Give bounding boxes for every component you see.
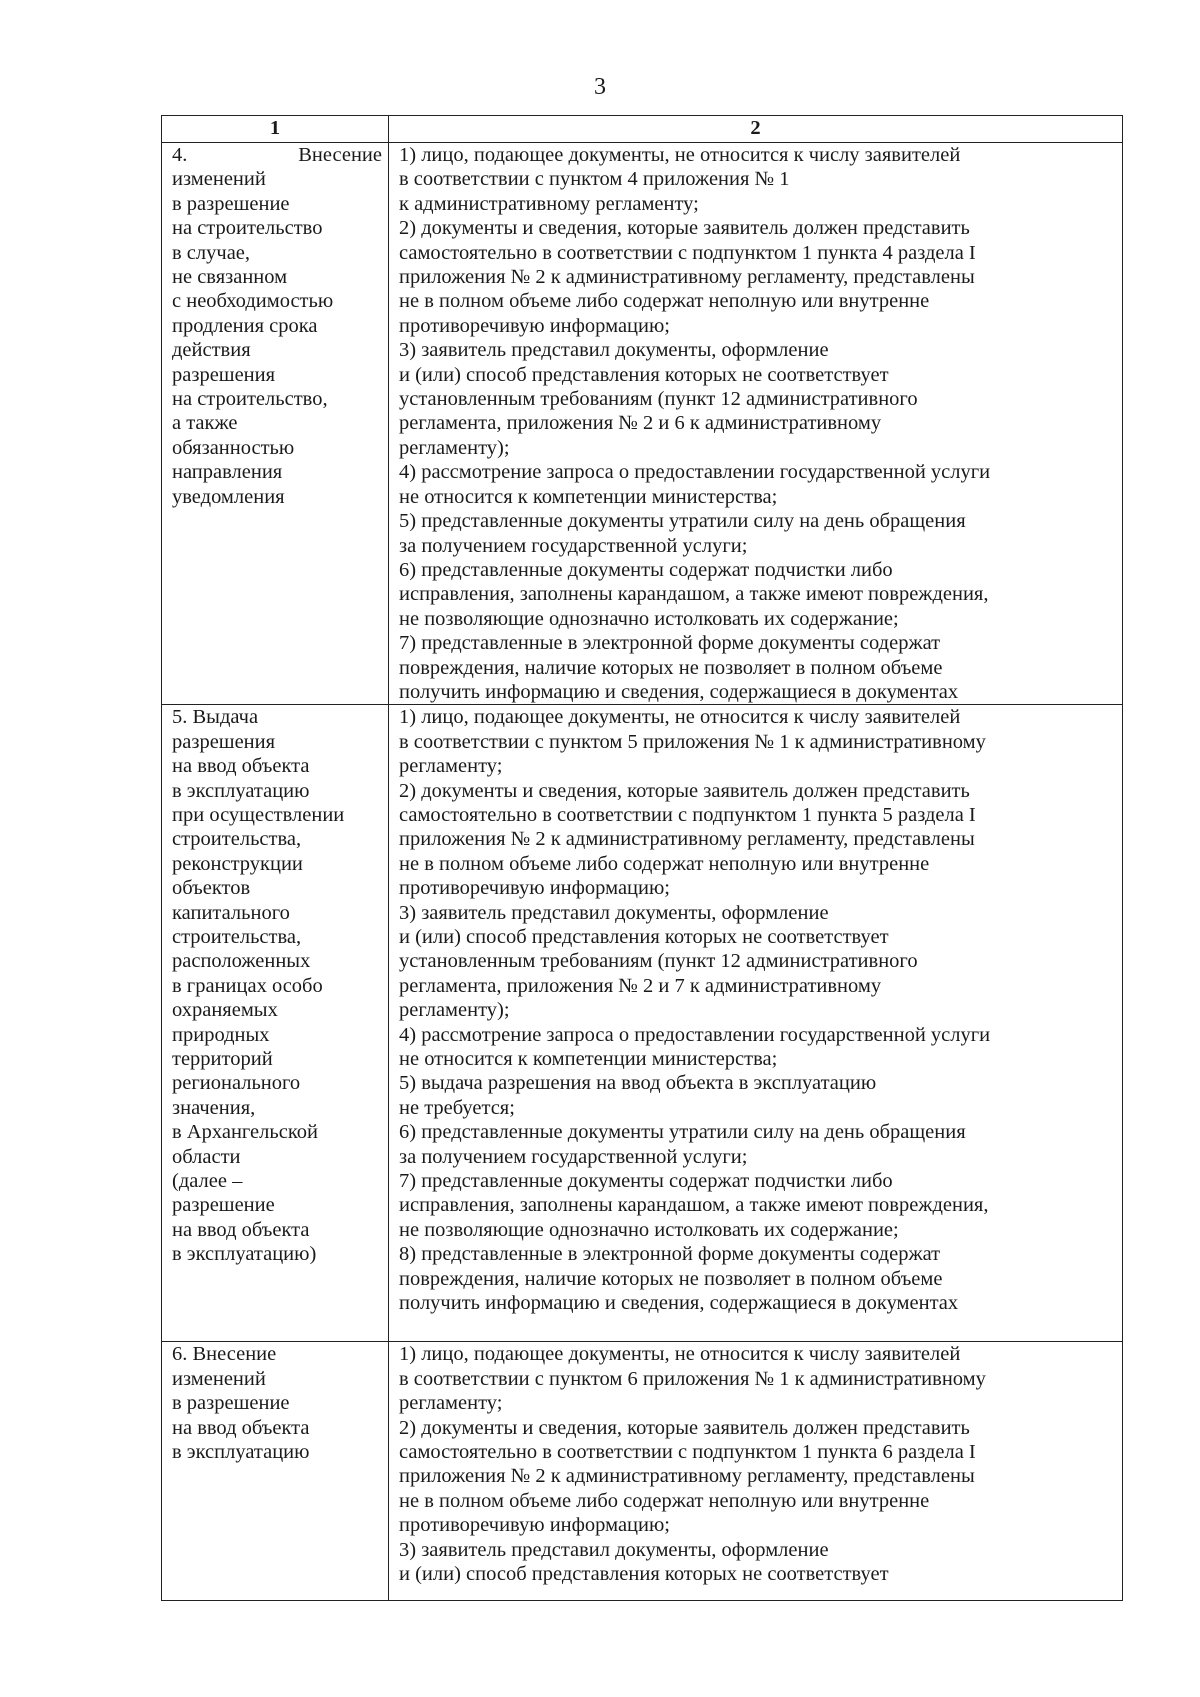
- text-line: в границах особо: [172, 974, 323, 997]
- text-line: не в полном объеме либо содержат неполную или внутренне: [399, 290, 930, 313]
- row-4-first-word: Внесение: [298, 144, 382, 166]
- text-line: в Архангельской: [172, 1121, 318, 1144]
- text-line: природных: [172, 1023, 270, 1046]
- text-line: действия: [172, 339, 251, 362]
- text-line: повреждения, наличие которых не позволяет в полном объеме: [399, 1267, 943, 1290]
- row-4-service-lines: [172, 167, 382, 509]
- text-line: исправления, заполнены карандашом, а также имеют повреждения,: [399, 1194, 989, 1217]
- text-line: продления срока: [172, 314, 318, 337]
- text-line: приложения № 2 к административному регламенту, представлены: [399, 828, 975, 851]
- text-line: самостоятельно в соответствии с подпунктом 1 пункта 5 раздела I: [399, 803, 976, 826]
- text-line: к административному регламенту;: [399, 192, 699, 215]
- text-line: на ввод объекта: [172, 755, 310, 778]
- text-line: значения,: [172, 1096, 256, 1119]
- text-line: не относится к компетенции министерства;: [399, 1048, 778, 1071]
- row-4-grounds-lines: [399, 143, 1116, 704]
- text-line: изменений: [172, 1367, 266, 1390]
- text-line: разрешения: [172, 363, 276, 386]
- text-line: приложения № 2 к административному регламенту, представлены: [399, 1465, 975, 1488]
- text-line: в случае,: [172, 241, 251, 264]
- table-row: [162, 705, 1123, 1342]
- text-line: 2) документы и сведения, которые заявитель должен представить: [399, 779, 970, 802]
- text-line: исправления, заполнены карандашом, а также имеют повреждения,: [399, 583, 989, 606]
- text-line: при осуществлении: [172, 803, 345, 826]
- text-line: и (или) способ представления которых не соответствует: [399, 1563, 889, 1585]
- text-line: регламента, приложения № 2 и 6 к административному: [399, 412, 882, 435]
- text-line: объектов: [172, 877, 251, 900]
- text-line: строительства,: [172, 828, 302, 851]
- text-line: 7) представленные в электронной форме документы содержат: [399, 632, 941, 655]
- text-line: получить информацию и сведения, содержащиеся в документах: [399, 1292, 959, 1315]
- text-line: на строительство,: [172, 388, 328, 411]
- text-line: 3) заявитель представил документы, оформление: [399, 1538, 829, 1561]
- text-line: в разрешение: [172, 192, 290, 215]
- text-line: не относится к компетенции министерства;: [399, 485, 778, 508]
- text-line: 1) лицо, подающее документы, не относится к числу заявителей: [399, 144, 961, 166]
- text-line: обязанностью: [172, 436, 295, 459]
- text-line: 1) лицо, подающее документы, не относится к числу заявителей: [399, 1343, 961, 1366]
- text-line: 2) документы и сведения, которые заявитель должен представить: [399, 1416, 970, 1439]
- text-line: расположенных: [172, 950, 311, 973]
- row-4-number: 4.: [172, 144, 188, 166]
- text-line: 4) рассмотрение запроса о предоставлении государственной услуги: [399, 461, 991, 484]
- table-row: [162, 1342, 1123, 1601]
- text-line: регламенту;: [399, 755, 503, 778]
- text-line: территорий: [172, 1048, 273, 1071]
- text-line: строительства,: [172, 926, 302, 948]
- text-line: регламента, приложения № 2 и 7 к административному: [399, 974, 882, 997]
- text-line: не требуется;: [399, 1096, 515, 1119]
- text-line: а также: [172, 412, 238, 435]
- row-5-service-lines: [172, 705, 382, 1266]
- text-line: в эксплуатацию: [172, 1440, 310, 1463]
- text-line: не в полном объеме либо содержат неполную или внутренне: [399, 852, 930, 875]
- row-6-service-cell: [162, 1342, 389, 1601]
- row-4-first-line: [172, 143, 382, 167]
- text-line: 4) рассмотрение запроса о предоставлении государственной услуги: [399, 1023, 991, 1046]
- text-line: 1) лицо, подающее документы, не относится к числу заявителей: [399, 706, 961, 729]
- text-line: за получением государственной услуги;: [399, 534, 748, 557]
- text-line: охраняемых: [172, 999, 278, 1022]
- row-4-service-cell: [162, 143, 389, 705]
- table-row: [162, 143, 1123, 705]
- text-line: приложения № 2 к административному регламенту, представлены: [399, 266, 975, 289]
- text-line: получить информацию и сведения, содержащиеся в документах: [399, 680, 959, 703]
- text-line: и (или) способ представления которых не соответствует: [399, 926, 889, 948]
- text-line: самостоятельно в соответствии с подпунктом 1 пункта 6 раздела I: [399, 1440, 976, 1463]
- text-line: за получением государственной услуги;: [399, 1145, 748, 1168]
- text-line: регламенту);: [399, 436, 510, 459]
- text-line: не связанном: [172, 266, 288, 289]
- text-line: области: [172, 1145, 241, 1168]
- column-header-1: 1: [162, 116, 389, 143]
- text-line: 6) представленные документы содержат подчистки либо: [399, 558, 893, 581]
- text-line: разрешение: [172, 1194, 275, 1217]
- row-6-service-lines: [172, 1342, 382, 1464]
- row-5-service-cell: [162, 705, 389, 1342]
- row-5-grounds-lines: [399, 705, 1116, 1315]
- text-line: и (или) способ представления которых не соответствует: [399, 363, 889, 386]
- text-line: с необходимостью: [172, 290, 334, 313]
- text-line: 5) выдача разрешения на ввод объекта в эксплуатацию: [399, 1072, 877, 1095]
- row-6-grounds-lines: [399, 1342, 1116, 1586]
- text-line: установленным требованиям (пункт 12 административного: [399, 950, 918, 973]
- document-table: [161, 115, 1123, 1601]
- text-line: в соответствии с пунктом 4 приложения № 1: [399, 168, 790, 191]
- text-line: в разрешение: [172, 1392, 290, 1415]
- text-line: 8) представленные в электронной форме документы содержат: [399, 1243, 941, 1266]
- text-line: уведомления: [172, 485, 285, 508]
- text-line: 2) документы и сведения, которые заявитель должен представить: [399, 217, 970, 240]
- text-line: разрешения: [172, 730, 276, 753]
- text-line: в эксплуатацию): [172, 1243, 317, 1266]
- text-line: регламенту);: [399, 999, 510, 1022]
- text-line: реконструкции: [172, 852, 303, 875]
- text-line: изменений: [172, 168, 266, 191]
- text-line: регионального: [172, 1072, 301, 1095]
- column-header-2: 2: [389, 116, 1123, 143]
- text-line: на ввод объекта: [172, 1416, 310, 1439]
- text-line: на ввод объекта: [172, 1218, 310, 1241]
- text-line: 5) представленные документы утратили силу на день обращения: [399, 510, 966, 533]
- table-header-row: [162, 116, 1123, 143]
- text-line: не позволяющие однозначно истолковать их содержание;: [399, 1218, 899, 1241]
- row-6-grounds-cell: [389, 1342, 1123, 1601]
- row-5-grounds-cell: [389, 705, 1123, 1342]
- text-line: на строительство: [172, 217, 323, 240]
- text-line: регламенту;: [399, 1392, 503, 1415]
- text-line: самостоятельно в соответствии с подпунктом 1 пункта 4 раздела I: [399, 241, 976, 264]
- text-line: 6. Внесение: [172, 1343, 277, 1366]
- text-line: 3) заявитель представил документы, оформление: [399, 339, 829, 362]
- text-line: капитального: [172, 901, 290, 924]
- text-line: в эксплуатацию: [172, 779, 310, 802]
- text-line: 3) заявитель представил документы, оформление: [399, 901, 829, 924]
- text-line: не позволяющие однозначно истолковать их содержание;: [399, 607, 899, 630]
- text-line: установленным требованиям (пункт 12 административного: [399, 388, 918, 411]
- text-line: не в полном объеме либо содержат неполную или внутренне: [399, 1489, 930, 1512]
- row-4-grounds-cell: [389, 143, 1123, 705]
- text-line: направления: [172, 461, 283, 484]
- text-line: 5. Выдача: [172, 706, 259, 729]
- text-line: повреждения, наличие которых не позволяет в полном объеме: [399, 656, 943, 679]
- text-line: противоречивую информацию;: [399, 1514, 671, 1537]
- page-number: 3: [594, 74, 606, 100]
- text-line: в соответствии с пунктом 6 приложения № 1 к административному: [399, 1367, 986, 1390]
- text-line: противоречивую информацию;: [399, 877, 671, 900]
- text-line: (далее –: [172, 1170, 243, 1193]
- text-line: в соответствии с пунктом 5 приложения № 1 к административному: [399, 730, 986, 753]
- text-line: 6) представленные документы утратили силу на день обращения: [399, 1121, 966, 1144]
- text-line: противоречивую информацию;: [399, 314, 671, 337]
- text-line: 7) представленные документы содержат подчистки либо: [399, 1170, 893, 1193]
